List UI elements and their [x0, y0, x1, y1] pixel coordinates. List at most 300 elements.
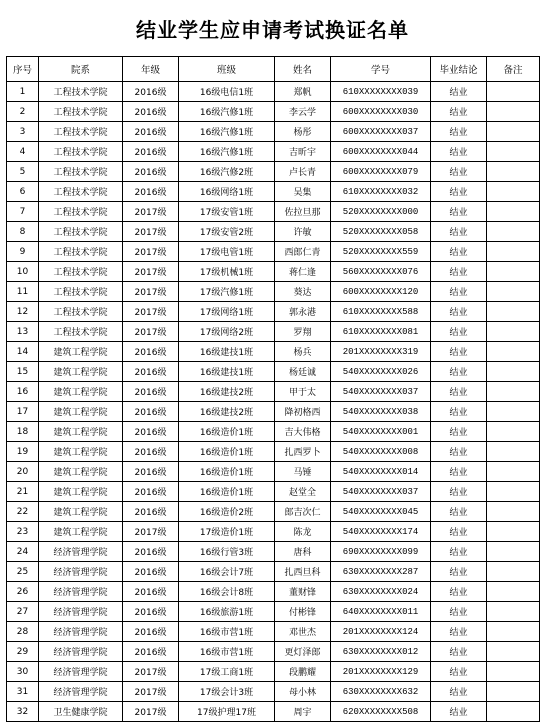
col-department-cell: 工程技术学院	[39, 242, 123, 262]
col-department-cell: 工程技术学院	[39, 102, 123, 122]
table-row	[7, 442, 540, 462]
col-name-cell: 吴集	[275, 182, 331, 202]
col-student-id-cell: 201XXXXXXXX319	[331, 342, 431, 362]
col-remark-cell	[487, 542, 540, 562]
col-department-cell: 工程技术学院	[39, 82, 123, 102]
table-row	[7, 602, 540, 622]
table-row	[7, 322, 540, 342]
col-name-cell: 马锤	[275, 462, 331, 482]
col-remark-cell	[487, 142, 540, 162]
col-grade-cell: 2016级	[123, 402, 179, 422]
col-student-id-cell: 520XXXXXXXX559	[331, 242, 431, 262]
col-department-cell: 工程技术学院	[39, 322, 123, 342]
col-conclusion-cell: 结业	[431, 162, 487, 182]
col-student-id-cell: 540XXXXXXXX174	[331, 522, 431, 542]
col-remark-cell	[487, 262, 540, 282]
col-grade-cell: 2016级	[123, 642, 179, 662]
col-conclusion-cell: 结业	[431, 642, 487, 662]
col-class-cell: 16级建技2班	[179, 382, 275, 402]
col-department-cell: 经济管理学院	[39, 662, 123, 682]
col-class-cell: 16级造价1班	[179, 442, 275, 462]
col-department-cell: 卫生健康学院	[39, 702, 123, 722]
col-conclusion-cell: 结业	[431, 442, 487, 462]
col-remark-cell	[487, 122, 540, 142]
col-student-id-cell: 540XXXXXXXX037	[331, 382, 431, 402]
col-grade-cell: 2017级	[123, 262, 179, 282]
table-row	[7, 462, 540, 482]
col-class-cell: 16级造价1班	[179, 482, 275, 502]
col-index-cell: 26	[7, 582, 39, 602]
col-grade-cell: 2016级	[123, 482, 179, 502]
col-grade-cell: 2016级	[123, 602, 179, 622]
col-student-id-cell: 630XXXXXXXX012	[331, 642, 431, 662]
table-row	[7, 682, 540, 702]
col-index-cell: 14	[7, 342, 39, 362]
table-row	[7, 202, 540, 222]
col-grade-cell: 2016级	[123, 562, 179, 582]
col-grade-cell: 2016级	[123, 502, 179, 522]
col-department-cell: 工程技术学院	[39, 202, 123, 222]
col-student-id-cell: 630XXXXXXXX632	[331, 682, 431, 702]
table-body	[7, 82, 540, 722]
col-class-cell: 16级造价1班	[179, 422, 275, 442]
col-remark-cell	[487, 442, 540, 462]
col-department-cell: 建筑工程学院	[39, 502, 123, 522]
col-conclusion-cell: 结业	[431, 522, 487, 542]
table-row	[7, 542, 540, 562]
col-student-id-cell: 540XXXXXXXX037	[331, 482, 431, 502]
col-remark-cell	[487, 382, 540, 402]
col-remark-cell	[487, 702, 540, 722]
col-department-cell: 建筑工程学院	[39, 442, 123, 462]
col-student-id-cell: 540XXXXXXXX014	[331, 462, 431, 482]
table-row	[7, 422, 540, 442]
col-index-cell: 10	[7, 262, 39, 282]
table-row	[7, 282, 540, 302]
col-student-id-cell: 600XXXXXXXX030	[331, 102, 431, 122]
col-index-header: 序号	[7, 57, 39, 82]
col-department-cell: 工程技术学院	[39, 302, 123, 322]
col-grade-cell: 2016级	[123, 162, 179, 182]
table-row	[7, 182, 540, 202]
col-student-id-cell: 560XXXXXXXX076	[331, 262, 431, 282]
col-conclusion-cell: 结业	[431, 562, 487, 582]
col-index-cell: 24	[7, 542, 39, 562]
col-department-cell: 建筑工程学院	[39, 402, 123, 422]
col-grade-cell: 2017级	[123, 522, 179, 542]
col-student-id-cell: 600XXXXXXXX079	[331, 162, 431, 182]
col-class-cell: 17级机械1班	[179, 262, 275, 282]
col-name-cell: 甲于太	[275, 382, 331, 402]
col-index-cell: 17	[7, 402, 39, 422]
col-class-cell: 16级会计7班	[179, 562, 275, 582]
col-name-cell: 段鹏耀	[275, 662, 331, 682]
col-remark-cell	[487, 202, 540, 222]
col-index-cell: 12	[7, 302, 39, 322]
col-conclusion-cell: 结业	[431, 302, 487, 322]
col-student-id-cell: 690XXXXXXXX099	[331, 542, 431, 562]
col-index-cell: 29	[7, 642, 39, 662]
table-header-row	[7, 57, 540, 82]
table-row	[7, 562, 540, 582]
col-index-cell: 8	[7, 222, 39, 242]
table-row	[7, 622, 540, 642]
col-index-cell: 1	[7, 82, 39, 102]
col-conclusion-cell: 结业	[431, 662, 487, 682]
col-name-cell: 陈龙	[275, 522, 331, 542]
col-department-cell: 建筑工程学院	[39, 482, 123, 502]
col-index-cell: 13	[7, 322, 39, 342]
col-department-cell: 工程技术学院	[39, 122, 123, 142]
col-conclusion-cell: 结业	[431, 282, 487, 302]
col-conclusion-cell: 结业	[431, 702, 487, 722]
col-index-cell: 20	[7, 462, 39, 482]
col-name-cell: 杨兵	[275, 342, 331, 362]
col-conclusion-cell: 结业	[431, 342, 487, 362]
col-class-cell: 16级造价2班	[179, 502, 275, 522]
col-grade-cell: 2016级	[123, 462, 179, 482]
col-class-cell: 17级汽修1班	[179, 282, 275, 302]
col-name-cell: 佐拉旦那	[275, 202, 331, 222]
col-name-cell: 蒋仁逢	[275, 262, 331, 282]
col-name-cell: 葵达	[275, 282, 331, 302]
col-department-cell: 建筑工程学院	[39, 382, 123, 402]
col-conclusion-cell: 结业	[431, 622, 487, 642]
col-grade-cell: 2016级	[123, 182, 179, 202]
col-class-cell: 16级电信1班	[179, 82, 275, 102]
col-conclusion-cell: 结业	[431, 142, 487, 162]
col-conclusion-cell: 结业	[431, 322, 487, 342]
col-index-cell: 18	[7, 422, 39, 442]
col-class-cell: 17级网络1班	[179, 302, 275, 322]
col-index-cell: 30	[7, 662, 39, 682]
col-conclusion-cell: 结业	[431, 122, 487, 142]
col-grade-cell: 2017级	[123, 202, 179, 222]
col-student-id-cell: 600XXXXXXXX044	[331, 142, 431, 162]
table-row	[7, 582, 540, 602]
col-remark-cell	[487, 502, 540, 522]
col-name-cell: 董财锋	[275, 582, 331, 602]
col-student-id-cell: 640XXXXXXXX011	[331, 602, 431, 622]
col-student-id-cell: 540XXXXXXXX001	[331, 422, 431, 442]
table-row	[7, 642, 540, 662]
col-remark-cell	[487, 242, 540, 262]
col-student-id-cell: 540XXXXXXXX045	[331, 502, 431, 522]
col-grade-cell: 2016级	[123, 102, 179, 122]
table-row	[7, 522, 540, 542]
col-student-id-cell: 630XXXXXXXX287	[331, 562, 431, 582]
col-department-cell: 建筑工程学院	[39, 422, 123, 442]
col-remark-cell	[487, 362, 540, 382]
col-class-cell: 17级造价1班	[179, 522, 275, 542]
col-grade-cell: 2016级	[123, 582, 179, 602]
col-student-id-cell: 610XXXXXXXX081	[331, 322, 431, 342]
col-conclusion-cell: 结业	[431, 582, 487, 602]
col-name-cell: 西郎仁青	[275, 242, 331, 262]
col-grade-cell: 2016级	[123, 442, 179, 462]
col-remark-cell	[487, 282, 540, 302]
col-remark-cell	[487, 482, 540, 502]
table-row	[7, 262, 540, 282]
col-remark-cell	[487, 642, 540, 662]
graduates-table	[6, 56, 540, 722]
col-remark-cell	[487, 682, 540, 702]
col-grade-cell: 2016级	[123, 142, 179, 162]
col-department-cell: 工程技术学院	[39, 162, 123, 182]
col-name-cell: 李云学	[275, 102, 331, 122]
col-class-cell: 16级汽修1班	[179, 142, 275, 162]
col-remark-cell	[487, 562, 540, 582]
col-conclusion-cell: 结业	[431, 82, 487, 102]
col-remark-cell	[487, 162, 540, 182]
col-conclusion-cell: 结业	[431, 102, 487, 122]
col-student-id-cell: 201XXXXXXXX124	[331, 622, 431, 642]
col-name-cell: 扎西旦科	[275, 562, 331, 582]
col-index-cell: 23	[7, 522, 39, 542]
col-remark-cell	[487, 222, 540, 242]
col-index-cell: 19	[7, 442, 39, 462]
col-class-cell: 16级造价1班	[179, 462, 275, 482]
col-remark-cell	[487, 462, 540, 482]
col-remark-cell	[487, 662, 540, 682]
table-row	[7, 402, 540, 422]
col-class-cell: 17级网络2班	[179, 322, 275, 342]
col-conclusion-cell: 结业	[431, 362, 487, 382]
col-name-cell: 赵堂全	[275, 482, 331, 502]
col-name-cell: 周宇	[275, 702, 331, 722]
col-conclusion-cell: 结业	[431, 462, 487, 482]
col-remark-cell	[487, 82, 540, 102]
col-index-cell: 2	[7, 102, 39, 122]
table-row	[7, 162, 540, 182]
col-department-cell: 建筑工程学院	[39, 362, 123, 382]
col-department-cell: 经济管理学院	[39, 562, 123, 582]
col-department-cell: 建筑工程学院	[39, 462, 123, 482]
col-index-cell: 21	[7, 482, 39, 502]
col-conclusion-cell: 结业	[431, 542, 487, 562]
col-remark-header: 备注	[487, 57, 540, 82]
col-grade-cell: 2017级	[123, 282, 179, 302]
table-row	[7, 82, 540, 102]
col-name-cell: 杨廷诚	[275, 362, 331, 382]
col-class-cell: 16级建技1班	[179, 342, 275, 362]
col-grade-cell: 2017级	[123, 662, 179, 682]
table-row	[7, 482, 540, 502]
col-index-cell: 22	[7, 502, 39, 522]
col-department-header: 院系	[39, 57, 123, 82]
col-index-cell: 3	[7, 122, 39, 142]
col-student-id-cell: 610XXXXXXXX039	[331, 82, 431, 102]
col-remark-cell	[487, 582, 540, 602]
col-name-cell: 郑帆	[275, 82, 331, 102]
col-grade-cell: 2016级	[123, 82, 179, 102]
col-index-cell: 7	[7, 202, 39, 222]
col-conclusion-cell: 结业	[431, 602, 487, 622]
table-row	[7, 102, 540, 122]
col-name-cell: 更灯泽郎	[275, 642, 331, 662]
col-index-cell: 15	[7, 362, 39, 382]
col-class-cell: 17级安管1班	[179, 202, 275, 222]
col-grade-header: 年级	[123, 57, 179, 82]
col-class-cell: 16级行管3班	[179, 542, 275, 562]
col-department-cell: 建筑工程学院	[39, 342, 123, 362]
col-conclusion-cell: 结业	[431, 382, 487, 402]
col-grade-cell: 2016级	[123, 382, 179, 402]
col-grade-cell: 2016级	[123, 342, 179, 362]
col-name-cell: 邓世杰	[275, 622, 331, 642]
table-row	[7, 122, 540, 142]
col-grade-cell: 2016级	[123, 542, 179, 562]
col-grade-cell: 2017级	[123, 302, 179, 322]
col-remark-cell	[487, 602, 540, 622]
col-index-cell: 27	[7, 602, 39, 622]
col-department-cell: 工程技术学院	[39, 142, 123, 162]
col-class-cell: 16级会计8班	[179, 582, 275, 602]
col-student-id-cell: 610XXXXXXXX588	[331, 302, 431, 322]
col-department-cell: 经济管理学院	[39, 682, 123, 702]
col-grade-cell: 2017级	[123, 222, 179, 242]
col-index-cell: 6	[7, 182, 39, 202]
col-class-cell: 16级汽修2班	[179, 162, 275, 182]
col-class-cell: 16级建技1班	[179, 362, 275, 382]
col-grade-cell: 2016级	[123, 622, 179, 642]
col-conclusion-cell: 结业	[431, 502, 487, 522]
col-name-cell: 降初格西	[275, 402, 331, 422]
col-department-cell: 经济管理学院	[39, 642, 123, 662]
col-class-cell: 17级工商1班	[179, 662, 275, 682]
col-class-cell: 16级市营1班	[179, 622, 275, 642]
col-conclusion-cell: 结业	[431, 222, 487, 242]
col-index-cell: 11	[7, 282, 39, 302]
col-grade-cell: 2016级	[123, 362, 179, 382]
col-name-cell: 许敏	[275, 222, 331, 242]
col-index-cell: 16	[7, 382, 39, 402]
col-department-cell: 工程技术学院	[39, 182, 123, 202]
col-name-cell: 吉大伟格	[275, 422, 331, 442]
page-title: 结业学生应申请考试换证名单	[136, 17, 409, 42]
col-student-id-cell: 610XXXXXXXX032	[331, 182, 431, 202]
col-class-cell: 17级会计3班	[179, 682, 275, 702]
table-row	[7, 702, 540, 722]
col-class-cell: 16级网络1班	[179, 182, 275, 202]
col-class-cell: 16级市营1班	[179, 642, 275, 662]
col-conclusion-cell: 结业	[431, 402, 487, 422]
table-row	[7, 242, 540, 262]
table-row	[7, 342, 540, 362]
col-name-cell: 母小林	[275, 682, 331, 702]
col-conclusion-cell: 结业	[431, 182, 487, 202]
col-department-cell: 经济管理学院	[39, 542, 123, 562]
col-department-cell: 工程技术学院	[39, 262, 123, 282]
col-index-cell: 32	[7, 702, 39, 722]
col-class-cell: 17级电管1班	[179, 242, 275, 262]
col-index-cell: 28	[7, 622, 39, 642]
col-index-cell: 4	[7, 142, 39, 162]
col-name-cell: 吉昕宇	[275, 142, 331, 162]
col-remark-cell	[487, 522, 540, 542]
col-conclusion-header: 毕业结论	[431, 57, 487, 82]
col-department-cell: 工程技术学院	[39, 282, 123, 302]
col-conclusion-cell: 结业	[431, 482, 487, 502]
col-remark-cell	[487, 422, 540, 442]
col-department-cell: 经济管理学院	[39, 582, 123, 602]
col-student-id-cell: 620XXXXXXXX508	[331, 702, 431, 722]
col-remark-cell	[487, 302, 540, 322]
col-remark-cell	[487, 622, 540, 642]
col-grade-cell: 2016级	[123, 122, 179, 142]
col-student-id-cell: 540XXXXXXXX038	[331, 402, 431, 422]
col-conclusion-cell: 结业	[431, 202, 487, 222]
col-name-cell: 杨彤	[275, 122, 331, 142]
col-class-cell: 17级安管2班	[179, 222, 275, 242]
col-student-id-cell: 540XXXXXXXX026	[331, 362, 431, 382]
col-name-cell: 郎吉次仁	[275, 502, 331, 522]
table-row	[7, 142, 540, 162]
col-class-header: 班级	[179, 57, 275, 82]
col-remark-cell	[487, 402, 540, 422]
col-remark-cell	[487, 102, 540, 122]
col-department-cell: 经济管理学院	[39, 602, 123, 622]
col-grade-cell: 2017级	[123, 242, 179, 262]
col-student-id-cell: 520XXXXXXXX058	[331, 222, 431, 242]
col-name-cell: 付彬锋	[275, 602, 331, 622]
col-conclusion-cell: 结业	[431, 262, 487, 282]
col-class-cell: 17级护理17班	[179, 702, 275, 722]
col-remark-cell	[487, 342, 540, 362]
col-name-cell: 扎西罗卜	[275, 442, 331, 462]
col-student-id-cell: 600XXXXXXXX120	[331, 282, 431, 302]
col-class-cell: 16级建技2班	[179, 402, 275, 422]
table-row	[7, 662, 540, 682]
col-name-cell: 卢长青	[275, 162, 331, 182]
col-student-id-cell: 540XXXXXXXX008	[331, 442, 431, 462]
col-grade-cell: 2017级	[123, 702, 179, 722]
table-row	[7, 362, 540, 382]
col-conclusion-cell: 结业	[431, 682, 487, 702]
table-row	[7, 382, 540, 402]
col-class-cell: 16级旅游1班	[179, 602, 275, 622]
col-conclusion-cell: 结业	[431, 422, 487, 442]
col-student-id-header: 学号	[331, 57, 431, 82]
col-grade-cell: 2017级	[123, 322, 179, 342]
col-conclusion-cell: 结业	[431, 242, 487, 262]
col-student-id-cell: 201XXXXXXXX129	[331, 662, 431, 682]
col-student-id-cell: 630XXXXXXXX024	[331, 582, 431, 602]
col-name-header: 姓名	[275, 57, 331, 82]
col-index-cell: 25	[7, 562, 39, 582]
col-name-cell: 郭永港	[275, 302, 331, 322]
col-grade-cell: 2016级	[123, 422, 179, 442]
col-department-cell: 建筑工程学院	[39, 522, 123, 542]
table-row	[7, 302, 540, 322]
col-student-id-cell: 600XXXXXXXX037	[331, 122, 431, 142]
col-index-cell: 9	[7, 242, 39, 262]
col-remark-cell	[487, 322, 540, 342]
col-name-cell: 罗翔	[275, 322, 331, 342]
col-index-cell: 5	[7, 162, 39, 182]
col-student-id-cell: 520XXXXXXXX000	[331, 202, 431, 222]
col-department-cell: 工程技术学院	[39, 222, 123, 242]
table-row	[7, 222, 540, 242]
col-grade-cell: 2017级	[123, 682, 179, 702]
col-class-cell: 16级汽修1班	[179, 122, 275, 142]
col-name-cell: 唐科	[275, 542, 331, 562]
col-department-cell: 经济管理学院	[39, 622, 123, 642]
col-class-cell: 16级汽修1班	[179, 102, 275, 122]
col-remark-cell	[487, 182, 540, 202]
col-index-cell: 31	[7, 682, 39, 702]
table-row	[7, 502, 540, 522]
